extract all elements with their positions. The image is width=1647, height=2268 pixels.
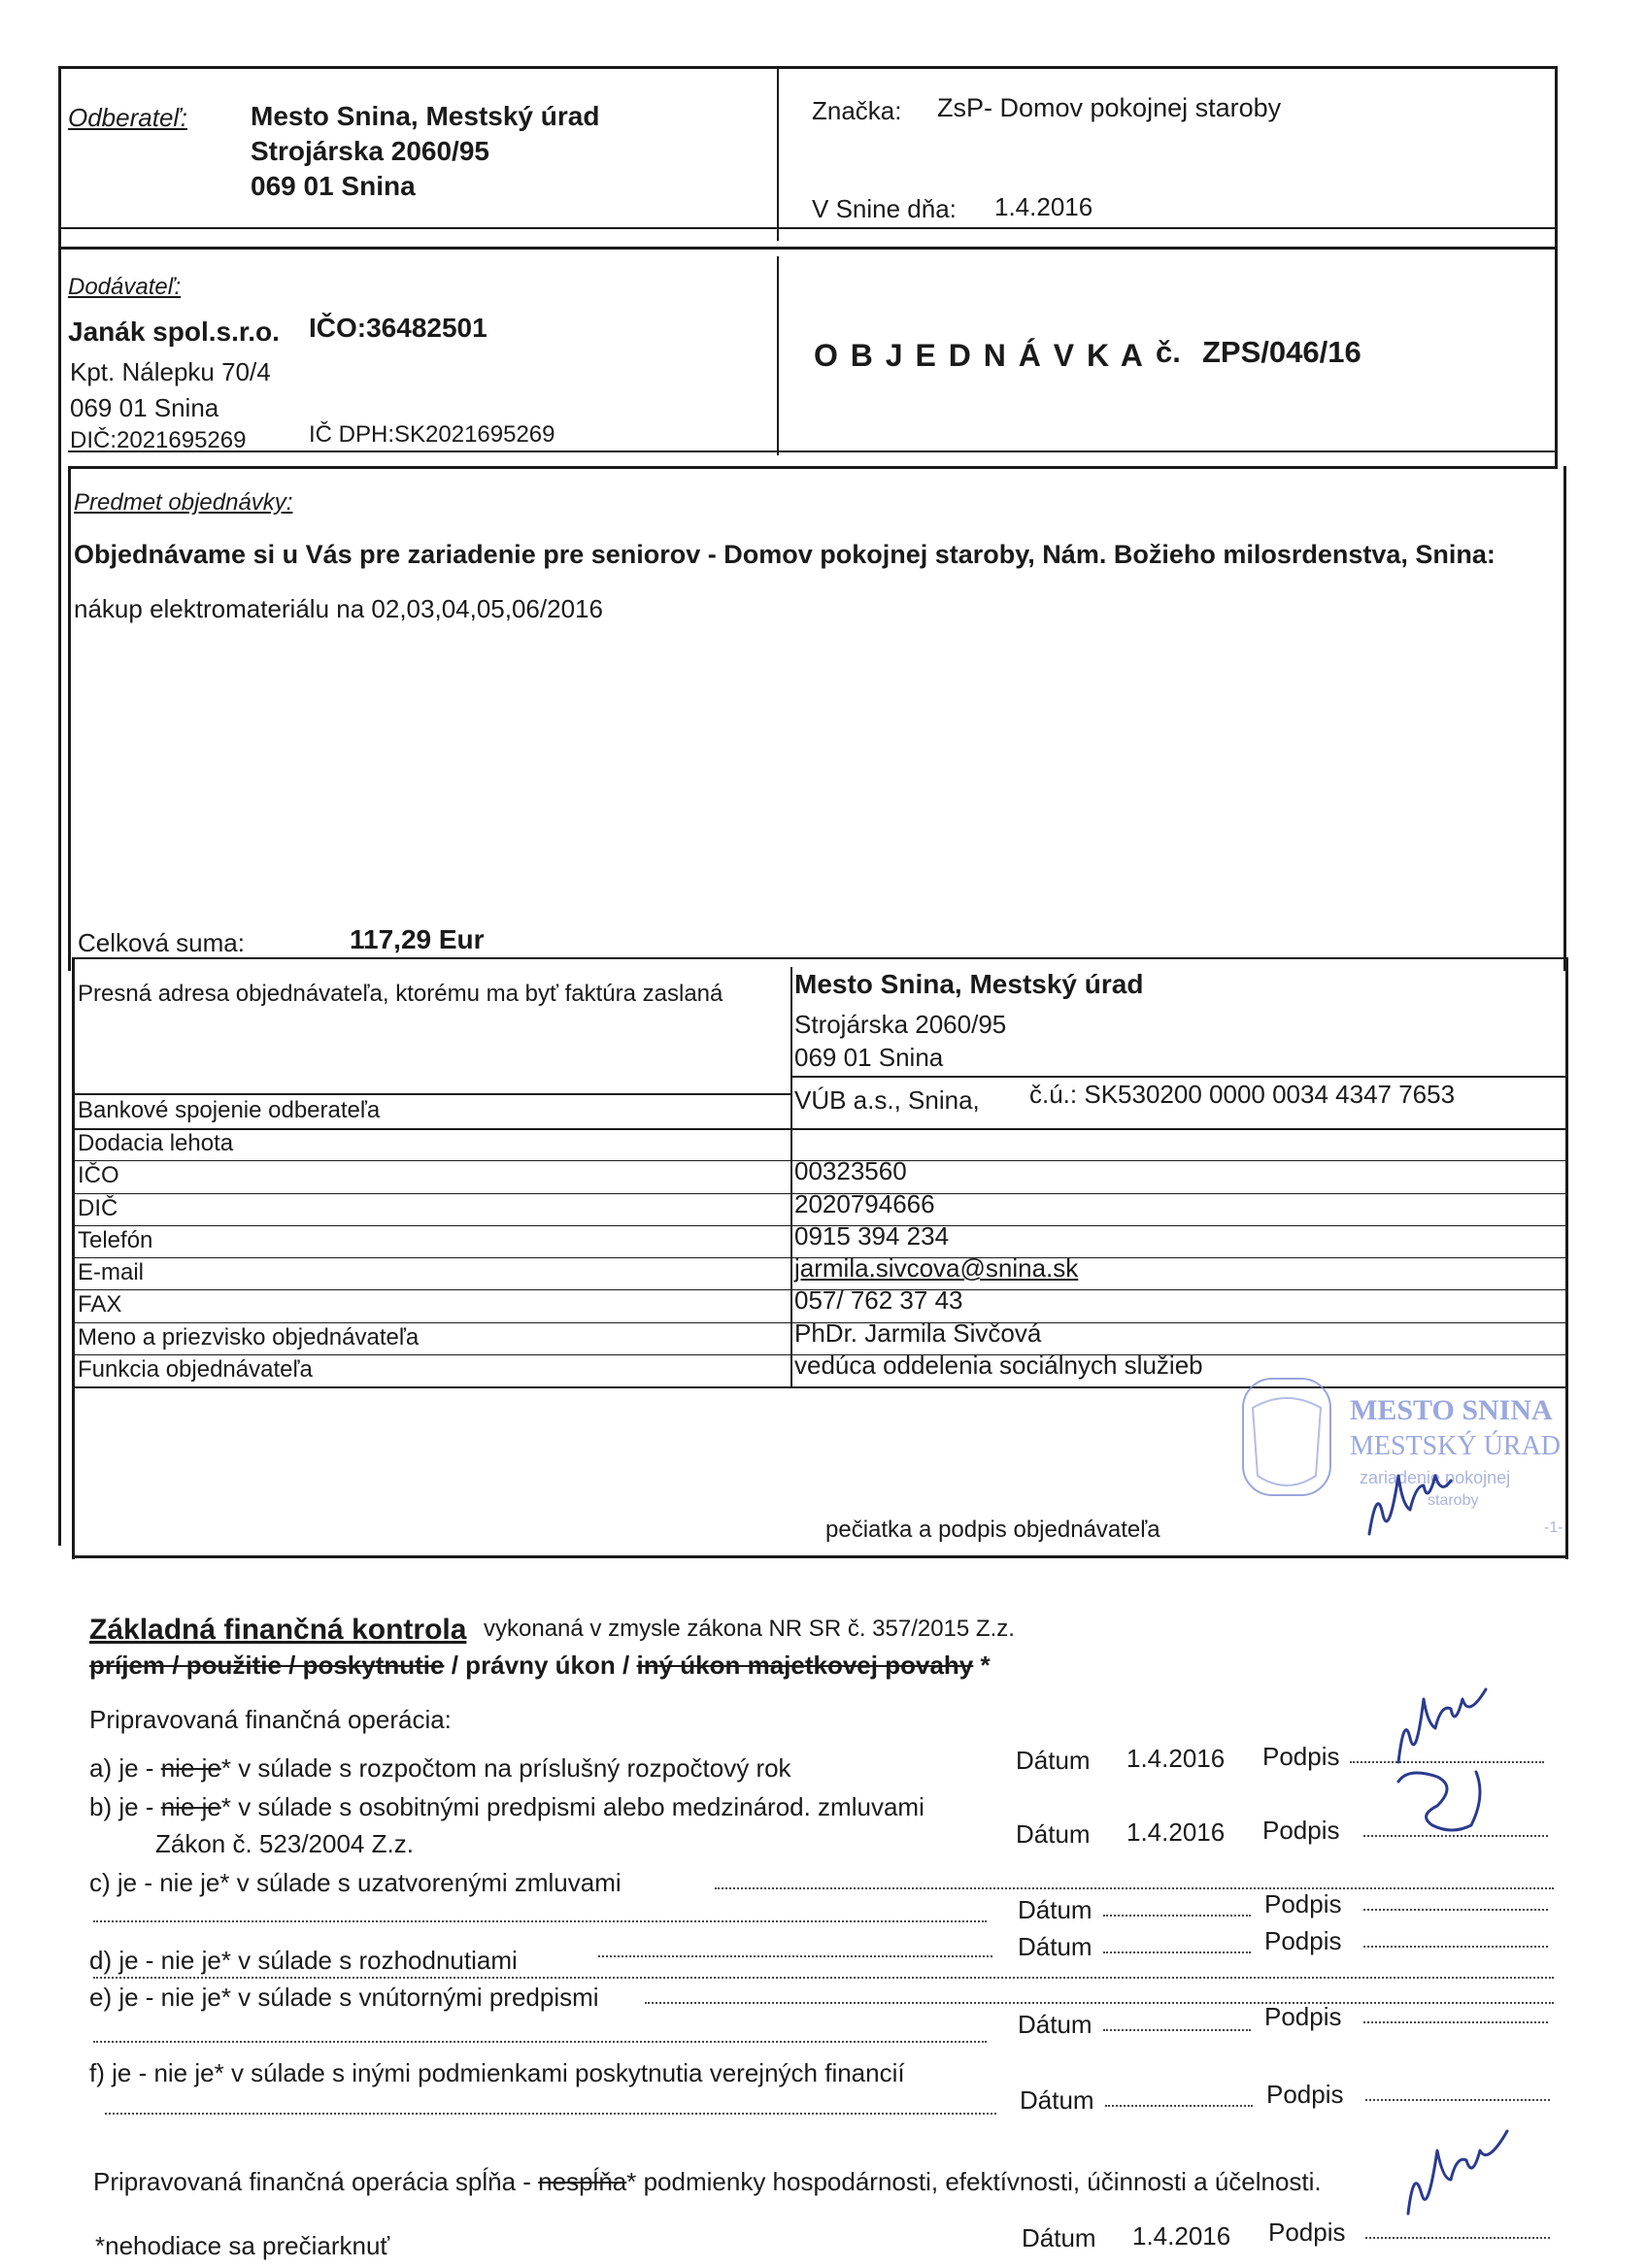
supplier-top-border [58,247,1558,250]
supplier-bottom-border [68,450,1558,452]
item-a [89,1753,791,1784]
header-divider [777,66,779,241]
final-pre: Pripravovaná finančná operácia spĺňa - [93,2167,531,2196]
order-number-prefix: č. [1156,335,1181,369]
podpis-final-line [1365,2237,1550,2239]
item-e-line1 [645,2002,1554,2004]
datum-a-value: 1.4.2016 [1126,1744,1226,1773]
detail-value: vedúca oddelenia sociálnych služieb [794,1350,1203,1380]
detail-value: PhDr. Jarmila Sivčová [794,1317,1042,1348]
subject-top-border [68,466,1558,469]
datum-b-value: 1.4.2016 [1126,1818,1226,1847]
item-b-law: Zákon č. 523/2004 Z.z. [155,1829,414,1858]
datum-c-line [1103,1915,1251,1917]
item-a-post: * v súlade s rozpočtom na príslušný rozpočtový rok [220,1753,791,1783]
odberatel-label: Odberateľ: [68,103,187,132]
odberatel-city: 069 01 Snina [251,171,416,201]
detail-value: 057/ 762 37 43 [794,1285,963,1316]
item-c-line2 [93,1920,987,1922]
row-line-bank [72,1093,790,1095]
item-b [89,1792,924,1822]
datum-a-label: Dátum [1016,1746,1091,1775]
supplier-divider [777,256,779,455]
item-d: d) je - nie je* v súlade s rozhodnutiami [89,1946,518,1975]
detail-value: 0915 394 234 [794,1220,950,1251]
control-title-rest: vykonaná v zmysle zákona NR SR č. 357/2015 Z.z. [484,1616,1015,1642]
subject-line1: Objednávame si u Vás pre zariadenie pre seniorov - Domov pokojnej staroby, Nám. Božieho milosrdenstva, Snina: [74,540,1496,569]
final-strike: nespĺňa [538,2167,627,2196]
control-type-line [89,1651,991,1681]
control-type-struck2: iný úkon majetkovej povahy [636,1651,974,1680]
odberatel-street: Strojárska 2060/95 [251,136,489,166]
details-left-border [72,957,75,1559]
subject-label: Predmet objednávky: [74,489,293,516]
item-d-line [598,1955,992,1957]
subject-left-border [68,466,71,971]
datum-final-value: 1.4.2016 [1132,2221,1231,2251]
control-title: Základná finančná kontrola [89,1614,467,1646]
datum-d-label: Dátum [1018,1932,1092,1961]
order-number: ZPS/046/16 [1202,335,1361,369]
item-e: e) je - nie je* v súlade s vnútornými predpismi [89,1983,599,2012]
podpis-c-label: Podpis [1264,1889,1342,1918]
address-city: 069 01 Snina [794,1043,944,1072]
details-top-border [72,957,1567,959]
datum-e-line [1103,2029,1251,2031]
row-line-1 [72,1128,1567,1130]
detail-label: Telefón [78,1226,153,1253]
item-e-line2 [93,2041,987,2043]
detail-label: DIČ [78,1194,118,1221]
item-c: c) je - nie je* v súlade s uzatvorenými zmluvami [89,1868,622,1897]
detail-label: Dodacia lehota [78,1130,234,1156]
date-label: V Snine dňa: [812,194,957,223]
box-top-border [58,66,1558,69]
total-label: Celková suma: [78,928,245,957]
footnote: *nehodiace sa prečiarknuť [95,2231,390,2260]
podpis-e-label: Podpis [1264,2002,1342,2031]
operation-label: Pripravovaná finančná operácia: [89,1705,452,1734]
detail-value: 00323560 [794,1156,907,1186]
datum-b-label: Dátum [1016,1819,1091,1849]
supplier-name: Janák spol.s.r.o. [68,317,280,347]
bank-account: č.ú.: SK530200 0000 0034 4347 7653 [1029,1080,1456,1109]
order-title: O B J E D N Á V K A [814,338,1145,373]
address-label: Presná adresa objednávateľa, ktorému ma byť faktúra zaslaná [78,981,723,1007]
znacka-label: Značka: [812,96,902,125]
bank-name: VÚB a.s., Snina, [794,1085,980,1115]
svg-text:zariadenie pokojnej: zariadenie pokojnej [1360,1468,1511,1487]
supplier-ic-dph: IČ DPH:SK2021695269 [309,421,555,448]
stamp-caption: pečiatka a podpis objednávateľa [825,1517,1160,1543]
podpis-f-label: Podpis [1266,2080,1344,2109]
supplier-dic: DIČ:2021695269 [70,427,247,453]
podpis-a-label: Podpis [1262,1742,1340,1771]
item-b-strike: nie je [160,1792,221,1821]
control-type-star: * [980,1651,991,1680]
details-divider [790,967,792,1386]
item-b-post: * v súlade s osobitnými predpismi alebo medzinárod. zmluvami [220,1792,924,1821]
bank-label: Bankové spojenie odberateľa [78,1097,381,1123]
box-right-border-upper [1555,66,1558,466]
item-d-line2 [93,1977,1554,1979]
znacka-value: ZsP- Domov pokojnej staroby [937,93,1282,122]
signature-b [1379,1757,1505,1845]
signature-final [1398,2126,1525,2223]
podpis-e-line [1363,2021,1548,2023]
address-name: Mesto Snina, Mestský úrad [794,969,1144,999]
supplier-ico: IČO:36482501 [309,313,487,343]
podpis-c-line [1363,1909,1548,1911]
box-left-border [58,66,61,1546]
podpis-b-label: Podpis [1262,1816,1340,1845]
item-f-line [105,2113,996,2115]
control-type-struck: príjem / použitie / poskytnutie [89,1651,445,1680]
odberatel-name: Mesto Snina, Mestský úrad [251,101,600,131]
final-post: * podmienky hospodárnosti, efektívnosti, účinnosti a účelnosti. [626,2167,1322,2196]
header-bottom-border [58,227,1558,229]
detail-label: Meno a priezvisko objednávateľa [78,1323,420,1351]
datum-e-label: Dátum [1018,2010,1092,2039]
podpis-f-line [1365,2099,1550,2101]
row-line-0 [790,1076,1567,1078]
datum-final-label: Dátum [1022,2223,1096,2252]
datum-c-label: Dátum [1018,1895,1092,1924]
detail-value: 2020794666 [794,1188,935,1218]
detail-label: FAX [78,1291,122,1318]
total-value: 117,29 Eur [350,924,485,954]
svg-text:staroby: staroby [1428,1492,1479,1509]
detail-label: E-mail [78,1259,145,1285]
item-b-pre: b) je - [89,1792,154,1821]
subject-line2: nákup elektromateriálu na 02,03,04,05,06/2016 [74,594,603,623]
detail-label: Funkcia objednávateľa [78,1355,313,1383]
address-street: Strojárska 2060/95 [794,1010,1007,1039]
supplier-street: Kpt. Nálepku 70/4 [70,357,271,386]
detail-value[interactable]: jarmila.sivcova@snina.sk [794,1253,1079,1283]
podpis-d-label: Podpis [1264,1926,1342,1955]
item-a-pre: a) je - [89,1753,154,1783]
podpis-d-line [1363,1946,1548,1948]
final-statement [93,2167,1322,2197]
datum-f-line [1105,2105,1253,2107]
item-f: f) je - nie je* v súlade s inými podmienkami poskytnutia verejných financií [89,2058,905,2087]
datum-f-label: Dátum [1020,2085,1094,2115]
details-bottom-border [72,1555,1567,1558]
svg-text:MESTSKÝ ÚRAD: MESTSKÝ ÚRAD [1350,1431,1562,1461]
svg-text:-1-: -1- [1544,1519,1563,1536]
item-c-line1 [715,1887,1554,1889]
item-a-strike: nie je [160,1753,221,1783]
signature-orderer [1360,1456,1466,1544]
detail-label: IČO [78,1162,119,1189]
date-value: 1.4.2016 [994,192,1093,221]
supplier-city: 069 01 Snina [70,393,219,422]
dodavatel-label: Dodávateľ: [68,274,182,300]
subject-right-border [1563,466,1566,971]
podpis-final-label: Podpis [1268,2218,1346,2247]
datum-d-line [1103,1951,1251,1953]
control-type-mid: / právny úkon / [451,1651,630,1680]
svg-text:MESTO SNINA: MESTO SNINA [1350,1394,1553,1426]
